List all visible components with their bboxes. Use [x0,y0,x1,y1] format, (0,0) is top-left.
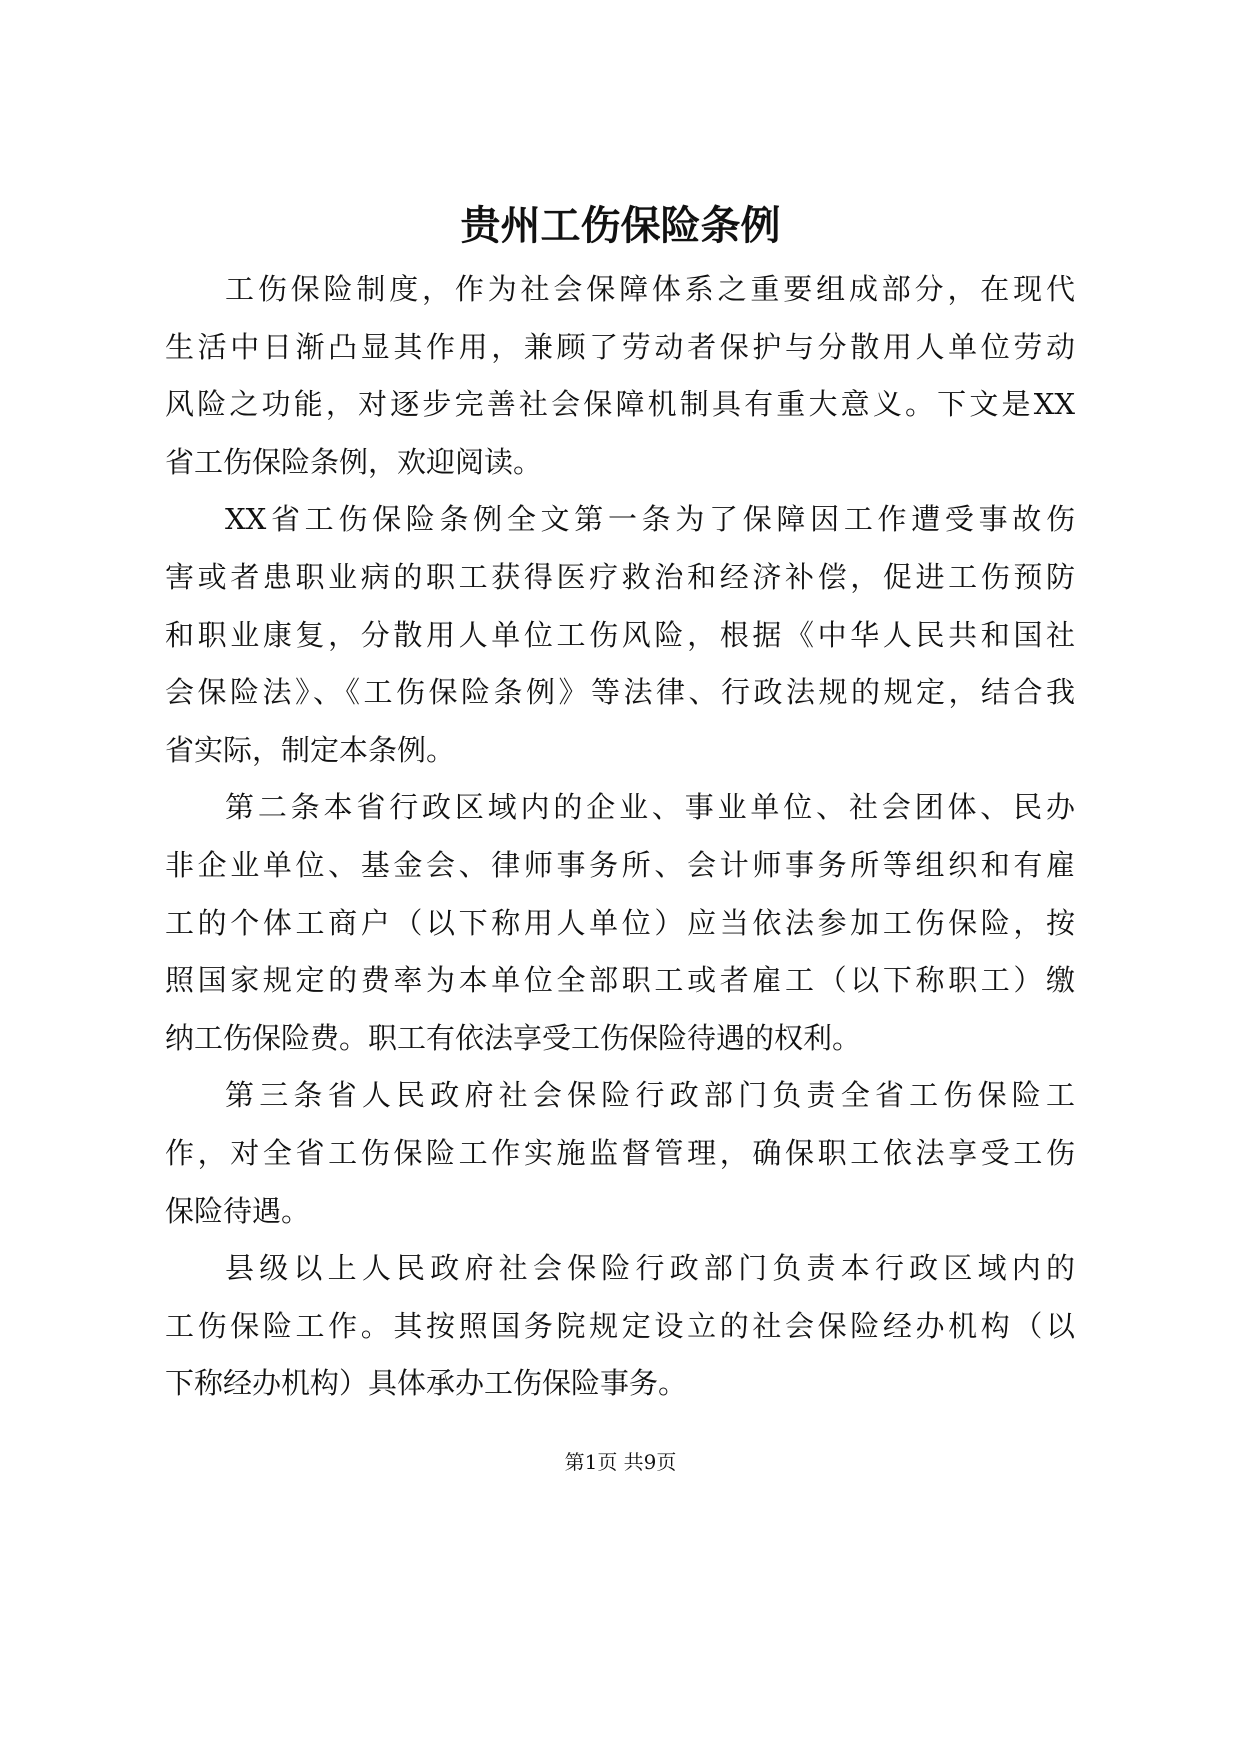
paragraph-line: 下称经办机构）具体承办工伤保险事务。 [165,1366,688,1401]
paragraph-line: 第二条本省行政区域内的企业、事业单位、社会团体、民办 [225,790,1075,825]
paragraph-line: 保险待遇。 [165,1193,311,1228]
paragraph [165,1240,1075,1413]
paragraph [165,261,1075,491]
paragraph-line: 非企业单位、基金会、律师事务所、会计师事务所等组织和有雇 [165,847,1075,882]
paragraph-line: 照国家规定的费率为本单位全部职工或者雇工（以下称职工）缴 [165,963,1075,998]
paragraph-line: 和职业康复，分散用人单位工伤风险，根据《中华人民共和国社 [165,617,1075,652]
paragraph [165,491,1075,779]
paragraph-line: 工的个体工商户（以下称用人单位）应当依法参加工伤保险，按 [165,905,1075,940]
paragraph-line: 害或者患职业病的职工获得医疗救治和经济补偿，促进工伤预防 [165,559,1075,594]
paragraph-line: 第三条省人民政府社会保险行政部门负责全省工伤保险工 [225,1078,1075,1113]
document-title: 贵州工伤保险条例 [460,202,781,249]
paragraph-line: 工伤保险工作。其按照国务院规定设立的社会保险经办机构（以 [165,1308,1075,1343]
page-footer: 第1页 共9页 [564,1450,677,1474]
paragraph-line: XX省工伤保险条例全文第一条为了保障因工作遭受事故伤 [225,502,1075,537]
paragraph-line: 作，对全省工伤保险工作实施监督管理，确保职工依法享受工伤 [165,1135,1075,1170]
paragraph [165,1067,1075,1240]
paragraph-line: 纳工伤保险费。职工有依法享受工伤保险待遇的权利。 [165,1020,862,1055]
paragraph [165,779,1075,1067]
paragraph-line: 生活中日渐凸显其作用，兼顾了劳动者保护与分散用人单位劳动 [165,329,1075,364]
document-body [165,261,1075,1413]
paragraph-line: 会保险法》、《工伤保险条例》等法律、行政法规的规定，结合我 [165,675,1075,710]
paragraph-line: 工伤保险制度，作为社会保障体系之重要组成部分，在现代 [225,272,1075,306]
paragraph-line: 省实际，制定本条例。 [165,732,456,767]
paragraph-line: 省工伤保险条例，欢迎阅读。 [165,444,543,479]
paragraph-line: 风险之功能，对逐步完善社会保障机制具有重大意义。下文是XX [165,387,1075,422]
paragraph-line: 县级以上人民政府社会保险行政部门负责本行政区域内的 [225,1251,1075,1286]
